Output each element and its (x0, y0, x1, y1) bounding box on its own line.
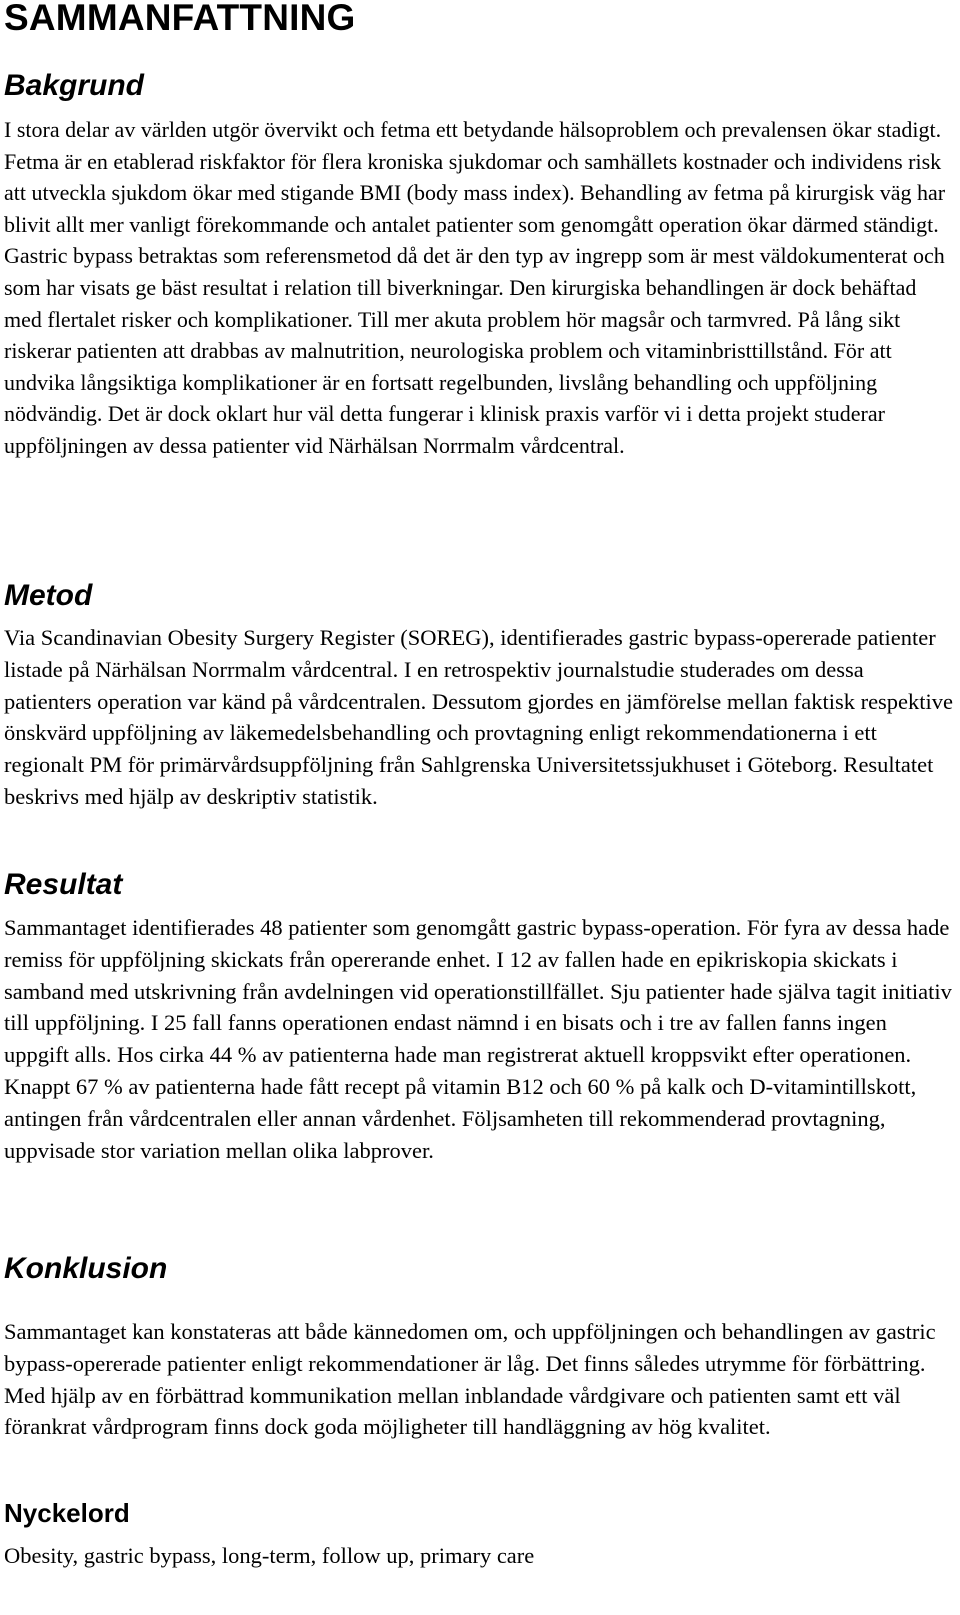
section-text-nyckelord: Obesity, gastric bypass, long-term, follow up, primary care (4, 1543, 535, 1568)
section-text-resultat: Sammantaget identifierades 48 patienter som genomgått gastric bypass-operation. För fyra av dessa hade remiss för uppföljning skickats från opererande enhet. I 12 av fallen hade en epikriskopia skickats i samband med utskrivning från avdelningen vid operationstillfället. Sju patienter hade själva tagit initiativ till uppföljning. I 25 fall fanns operationen endast nämnd i en bisats och i tre av fallen fanns ingen uppgift alls. Hos cirka 44 % av patienterna hade man registrerat aktuell kroppsvikt efter operationen. Knappt 67 % av patienterna hade fått recept på vitamin B12 och 60 % på kalk och D-vitamintillskott, antingen från vårdcentralen eller annan vårdenhet. Följsamheten till rekommenderad provtagning, uppvisade stor variation mellan olika labprover. (4, 915, 952, 1163)
section-heading-resultat: Resultat (4, 868, 123, 901)
section-heading-konklusion: Konklusion (4, 1252, 168, 1285)
section-text-bakgrund (4, 114, 956, 462)
bakgrund-text: I stora delar av världen utgör övervikt och fetma ett betydande hälsoproblem och prevalensen ökar stadigt. Fetma är en etablerad riskfaktor för flera kroniska sjukdomar och samhällets kostnader och individens risk att utveckla sjukdom ökar med stigande BMI (body mass index). Behandling av fetma på kirurgisk väg har blivit allt mer vanligt förekommande och antalet patienter som genomgått operation ökar därmed ständigt. Gastric bypass betraktas som referensmetod då det är den typ av ingrepp som är mest väldokumenterat och som har visats ge bäst resultat i relation till biverkningar. Den kirurgiska behandlingen är dock behäftad med flertalet risker och komplikationer. Till mer akuta problem hör magsår och tarmvred. På lång sikt riskerar patienten att drabbas av malnutrition, neurologiska problem och vitaminbristtillstånd. För att undvika långsiktiga komplikationer är en fortsatt regelbunden, livslång behandling och uppföljning nödvändig. Det är dock oklart hur väl detta fungerar i klinisk praxis varför vi i detta projekt studerar uppföljningen av dessa patienter vid Närhälsan Norrmalm vårdcentral. (4, 117, 946, 458)
section-text-metod: Via Scandinavian Obesity Surgery Register (SOREG), identifierades gastric bypass-opererade patienter listade på Närhälsan Norrmalm vårdcentral. I en retrospektiv journalstudie studerades om dessa patienters operation var känd på vårdcentralen. Dessutom gjordes en jämförelse mellan faktisk respektive önskvärd uppföljning av läkemedelsbehandling och provtagning enligt rekommendationerna i ett regionalt PM för primärvårdsuppföljning från Sahlgrenska Universitetssjukhuset i Göteborg. Resultatet beskrivs med hjälp av deskriptiv statistik. (4, 625, 954, 809)
section-heading-nyckelord: Nyckelord (4, 1498, 130, 1528)
section-heading-bakgrund: Bakgrund (4, 69, 145, 102)
page-title: SAMMANFATTNING (4, 0, 356, 38)
section-heading-metod: Metod (4, 579, 93, 612)
section-text-konklusion: Sammantaget kan konstateras att både kännedomen om, och uppföljningen och behandlingen av gastric bypass-opererade patienter enligt rekommendationer är låg. Det finns således utrymme för förbättring. Med hjälp av en förbättrad kommunikation mellan inblandade vårdgivare och patienten samt ett väl förankrat vårdprogram finns dock goda möjligheter till handläggning av hög kvalitet. (4, 1319, 936, 1440)
